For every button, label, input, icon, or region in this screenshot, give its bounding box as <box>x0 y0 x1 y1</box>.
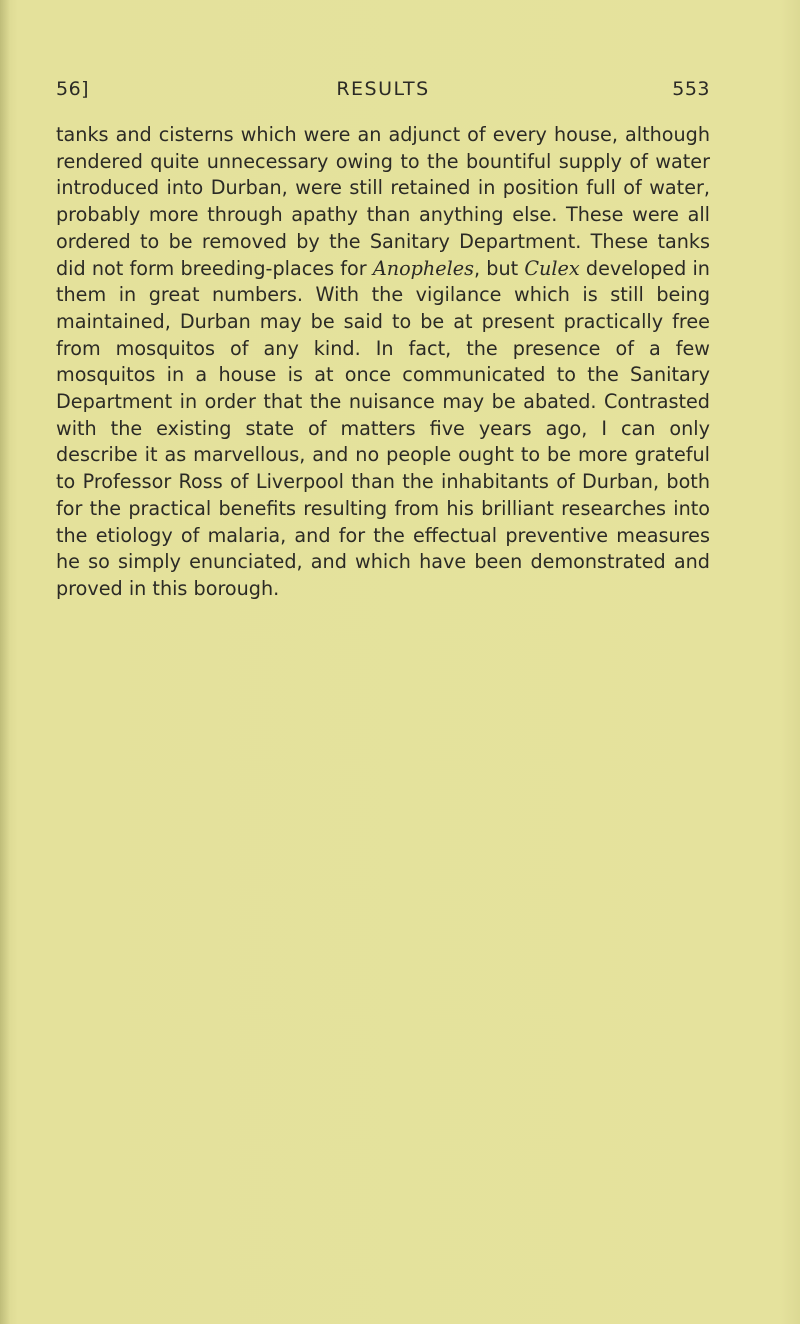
body-paragraph <box>56 122 710 603</box>
paragraph-text-part1: tanks and cisterns which were an adjunct of every house, although rendered quite unnecessary owing to the bountiful supply of water introduced into Durban, were still retained in position full of water, probably more through apathy than anything else. These were all ordered to be removed by the Sanitary Department. These tanks did not form breeding-places for <box>56 123 710 280</box>
section-number: 56] <box>56 78 90 100</box>
paragraph-text-part3: developed in them in great numbers. With the vigilance which is still being maintained, Durban may be said to be at present practically free from mosquitos of any kind. In fact, the presence of a few mosquitos in a house is at once communicated to the Sanitary Department in order that the nuisance may be abated. Contrasted with the existing state of matters five years ago, I can only describe it as marvellous, and no people ought to be more grateful to Professor Ross of Liverpool than the inhabitants of Durban, both for the practical benefits resulting from his brilliant researches into the etiology of malaria, and for the effectual preventive measures he so simply enunciated, and which have been demonstrated and proved in this borough. <box>56 256 710 600</box>
species-culex: Culex <box>524 256 580 280</box>
spine-shadow <box>0 0 10 1324</box>
paragraph-text-part2: , but <box>473 256 525 280</box>
running-title: RESULTS <box>336 78 430 100</box>
species-anopheles: Anopheles <box>372 256 474 280</box>
page-number: 553 <box>672 78 710 100</box>
running-header <box>56 78 710 108</box>
